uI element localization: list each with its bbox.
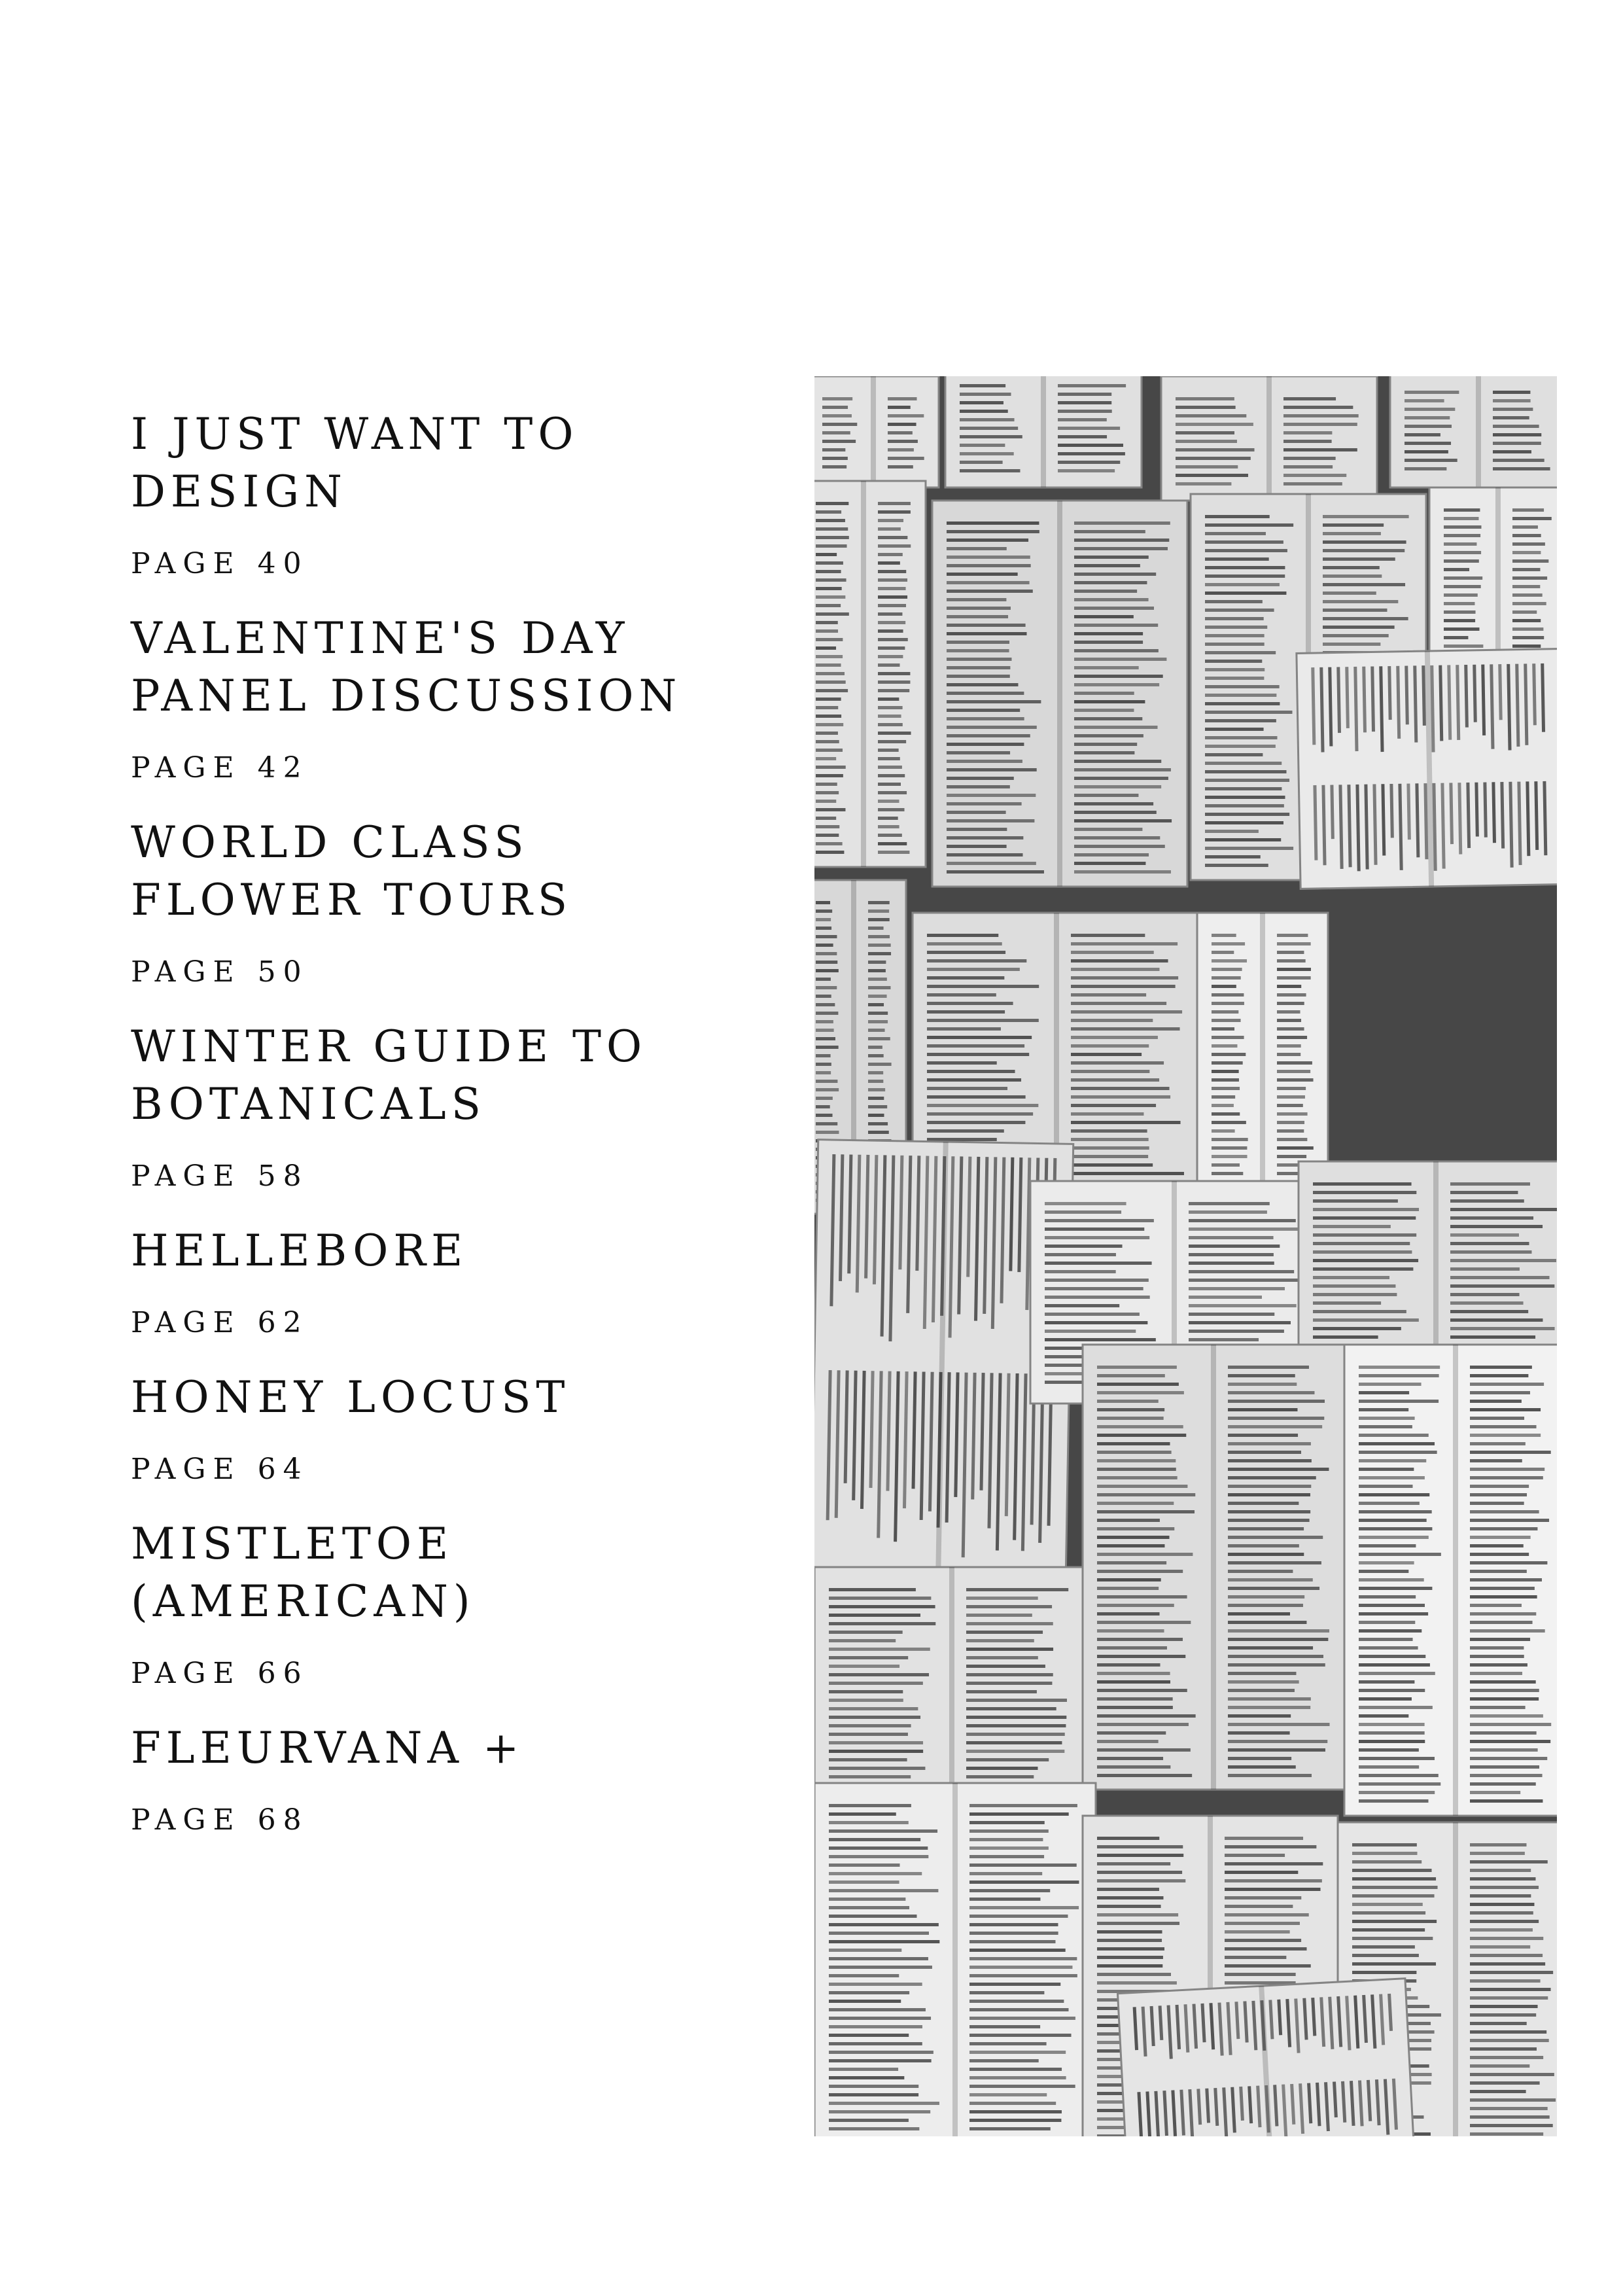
toc-entry-title[interactable]: HONEY LOCUST — [131, 1372, 570, 1422]
open-books-image — [814, 376, 1557, 2136]
toc-entry-title[interactable]: FLEURVANA + — [131, 1723, 525, 1773]
open-books-photo — [814, 376, 1557, 2136]
table-of-contents — [131, 406, 759, 1866]
toc-entry[interactable] — [131, 814, 759, 992]
toc-entry[interactable] — [131, 1222, 759, 1343]
toc-entry-page: PAGE 50 — [131, 955, 309, 989]
toc-entry-page: PAGE 66 — [131, 1657, 309, 1690]
toc-entry[interactable] — [131, 1720, 759, 1840]
toc-entry-title[interactable]: MISTLETOE (AMERICAN) — [131, 1519, 476, 1627]
toc-entry-page: PAGE 64 — [131, 1453, 309, 1486]
toc-entry[interactable] — [131, 1369, 759, 1489]
toc-entry-title[interactable]: I JUST WANT TO DESIGN — [131, 409, 579, 517]
toc-entry-title[interactable]: WINTER GUIDE TO BOTANICALS — [131, 1021, 648, 1129]
toc-entry-title[interactable]: WORLD CLASS FLOWER TOURS — [131, 817, 573, 925]
toc-entry[interactable] — [131, 1018, 759, 1196]
toc-entry-page: PAGE 42 — [131, 751, 309, 785]
toc-entry-title[interactable]: VALENTINE'S DAY PANEL DISCUSSION — [131, 613, 682, 721]
toc-entry[interactable] — [131, 406, 759, 584]
toc-entry[interactable] — [131, 610, 759, 788]
toc-entry-title[interactable]: HELLEBORE — [131, 1226, 468, 1276]
toc-entry-page: PAGE 68 — [131, 1803, 309, 1837]
toc-entry-page: PAGE 40 — [131, 547, 309, 580]
toc-entry-page: PAGE 58 — [131, 1159, 309, 1193]
toc-entry[interactable] — [131, 1515, 759, 1693]
toc-entry-page: PAGE 62 — [131, 1306, 309, 1339]
